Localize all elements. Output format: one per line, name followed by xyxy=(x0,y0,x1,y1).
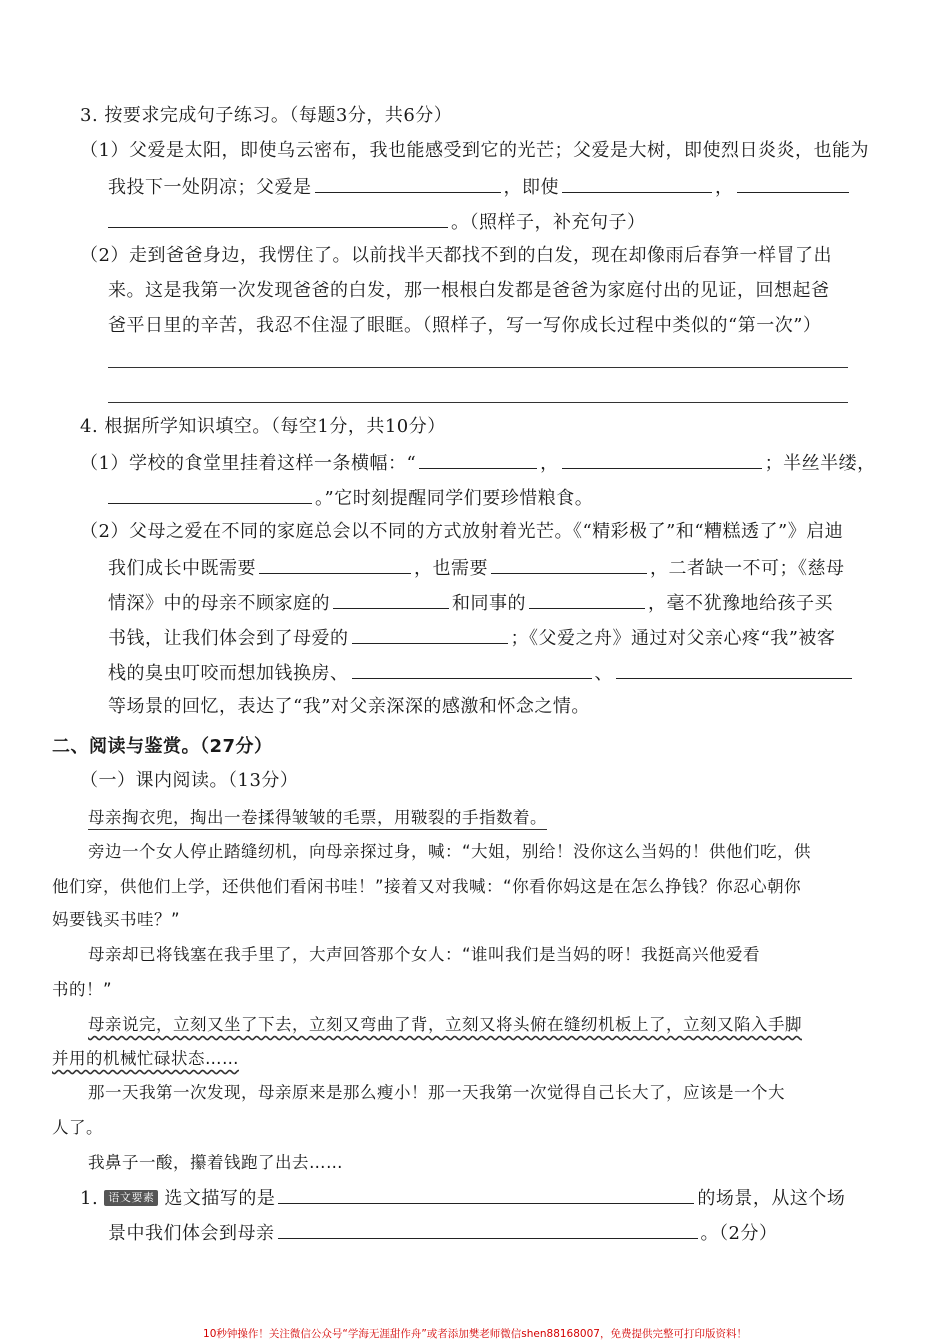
q3-p1-line2: 我投下一处阴凉；父爱是 ，即使 ， xyxy=(108,172,852,202)
answer-blank[interactable] xyxy=(562,448,762,469)
passage-para-1: 母亲掏衣兜，掏出一卷揉得皱皱的毛票，用皲裂的手指数着。 xyxy=(88,804,547,832)
passage-para-2-line3: 妈要钱买书哇？” xyxy=(52,910,181,929)
answer-blank[interactable] xyxy=(352,623,508,644)
q3-p2-line3: 爸平日里的辛苦，我忍不住湿了眼眶。（照样子，写一写你成长过程中类似的“第一次”） xyxy=(108,315,822,336)
q4-p2-line5: 栈的臭虫叮咬而想加钱换房、 、 xyxy=(108,658,855,688)
q4-p2-line3: 情深》中的母亲不顾家庭的 和同事的 ，毫不犹豫地给孩子买 xyxy=(108,588,833,618)
passage-para-4-line1: 母亲说完，立刻又坐了下去，立刻又弯曲了背，立刻又将头俯在缝纫机板上了，立刻又陷入手脚 xyxy=(88,1015,802,1034)
q4-p2-line2: 我们成长中既需要 ，也需要 ，二者缺一不可；《慈母 xyxy=(108,553,845,583)
answer-blank[interactable] xyxy=(352,658,592,679)
answer-blank[interactable] xyxy=(108,207,448,228)
answer-blank[interactable] xyxy=(419,448,537,469)
q3-p2-line1: （2）走到爸爸身边，我愣住了。以前找半天都找不到的白发，现在却像雨后春笋一样冒了出 xyxy=(80,245,832,266)
q4-p1-line2: 。”它时刻提醒同学们要珍惜粮食。 xyxy=(108,483,593,513)
passage-para-6: 我鼻子一酸，攥着钱跑了出去…… xyxy=(88,1153,343,1172)
reading-q1-line1: 1. 语文要素 选文描写的是 的场景，从这个场 xyxy=(80,1183,845,1213)
passage-para-4-line2: 并用的机械忙碌状态…… xyxy=(52,1049,239,1068)
passage-para-2-line2: 他们穿，供他们上学，还供他们看闲书哇！”接着又对我喊：“你看你妈这是在怎么挣钱？你忍心朝你 xyxy=(52,877,802,896)
passage-para-3-line2: 书的！” xyxy=(52,980,113,999)
answer-blank[interactable] xyxy=(616,658,852,679)
q4-p2-line6: 等场景的回忆，表达了“我”对父亲深深的感激和怀念之情。 xyxy=(108,696,590,717)
answer-blank[interactable] xyxy=(491,553,647,574)
answer-blank[interactable] xyxy=(737,172,849,193)
q4-p2-line1: （2）父母之爱在不同的家庭总会以不同的方式放射着光芒。《“精彩极了”和“糟糕透了”》启迪 xyxy=(80,521,844,542)
section-title: 二、阅读与鉴赏。（27分） xyxy=(52,736,273,757)
q3-p2-line2: 来。这是我第一次发现爸爸的白发，那一根根白发都是爸爸为家庭付出的见证，回想起爸 xyxy=(108,280,830,301)
reading-q1-line2: 景中我们体会到母亲 。（2分） xyxy=(108,1218,777,1248)
answer-line[interactable] xyxy=(108,367,848,368)
q3-title: 3. 按要求完成句子练习。（每题3分，共6分） xyxy=(80,105,453,126)
q4-title: 4. 根据所学知识填空。（每空1分，共10分） xyxy=(80,416,446,437)
passage-para-5-line2: 人了。 xyxy=(52,1118,103,1137)
answer-blank[interactable] xyxy=(278,1183,694,1204)
passage-para-2-line1: 旁边一个女人停止踏缝纫机，向母亲探过身，喊：“大姐，别给！没你这么当妈的！供他们吃，供 xyxy=(88,842,812,861)
answer-blank[interactable] xyxy=(108,483,312,504)
skill-tag: 语文要素 xyxy=(104,1190,158,1206)
q4-p1-line1: （1）学校的食堂里挂着这样一条横幅：“ ， ；半丝半缕， xyxy=(80,448,876,478)
answer-blank[interactable] xyxy=(529,588,645,609)
answer-line[interactable] xyxy=(108,402,848,403)
q3-p1-line1: （1）父爱是太阳，即使乌云密布，我也能感受到它的光芒；父爱是大树，即使烈日炎炎，也能为 xyxy=(80,140,869,161)
answer-blank[interactable] xyxy=(562,172,712,193)
answer-blank[interactable] xyxy=(259,553,411,574)
section-subtitle: （一）课内阅读。（13分） xyxy=(80,770,299,791)
passage-para-3-line1: 母亲却已将钱塞在我手里了，大声回答那个女人：“谁叫我们是当妈的呀！我挺高兴他爱看 xyxy=(88,945,761,964)
q3-p1-line3: 。（照样子，补充句子） xyxy=(108,207,646,237)
answer-blank[interactable] xyxy=(278,1218,698,1239)
answer-blank[interactable] xyxy=(333,588,449,609)
footer-notice: 10秒钟操作！关注微信公众号“学海无涯甜作舟”或者添加樊老师微信shen88168007，免费提供完整可打印版资料！ xyxy=(203,1328,747,1340)
answer-blank[interactable] xyxy=(315,172,501,193)
q4-p2-line4: 书钱，让我们体会到了母爱的 ；《父爱之舟》通过对父亲心疼“我”被客 xyxy=(108,623,835,653)
passage-para-5-line1: 那一天我第一次发现，母亲原来是那么瘦小！那一天我第一次觉得自己长大了，应该是一个大 xyxy=(88,1083,785,1102)
